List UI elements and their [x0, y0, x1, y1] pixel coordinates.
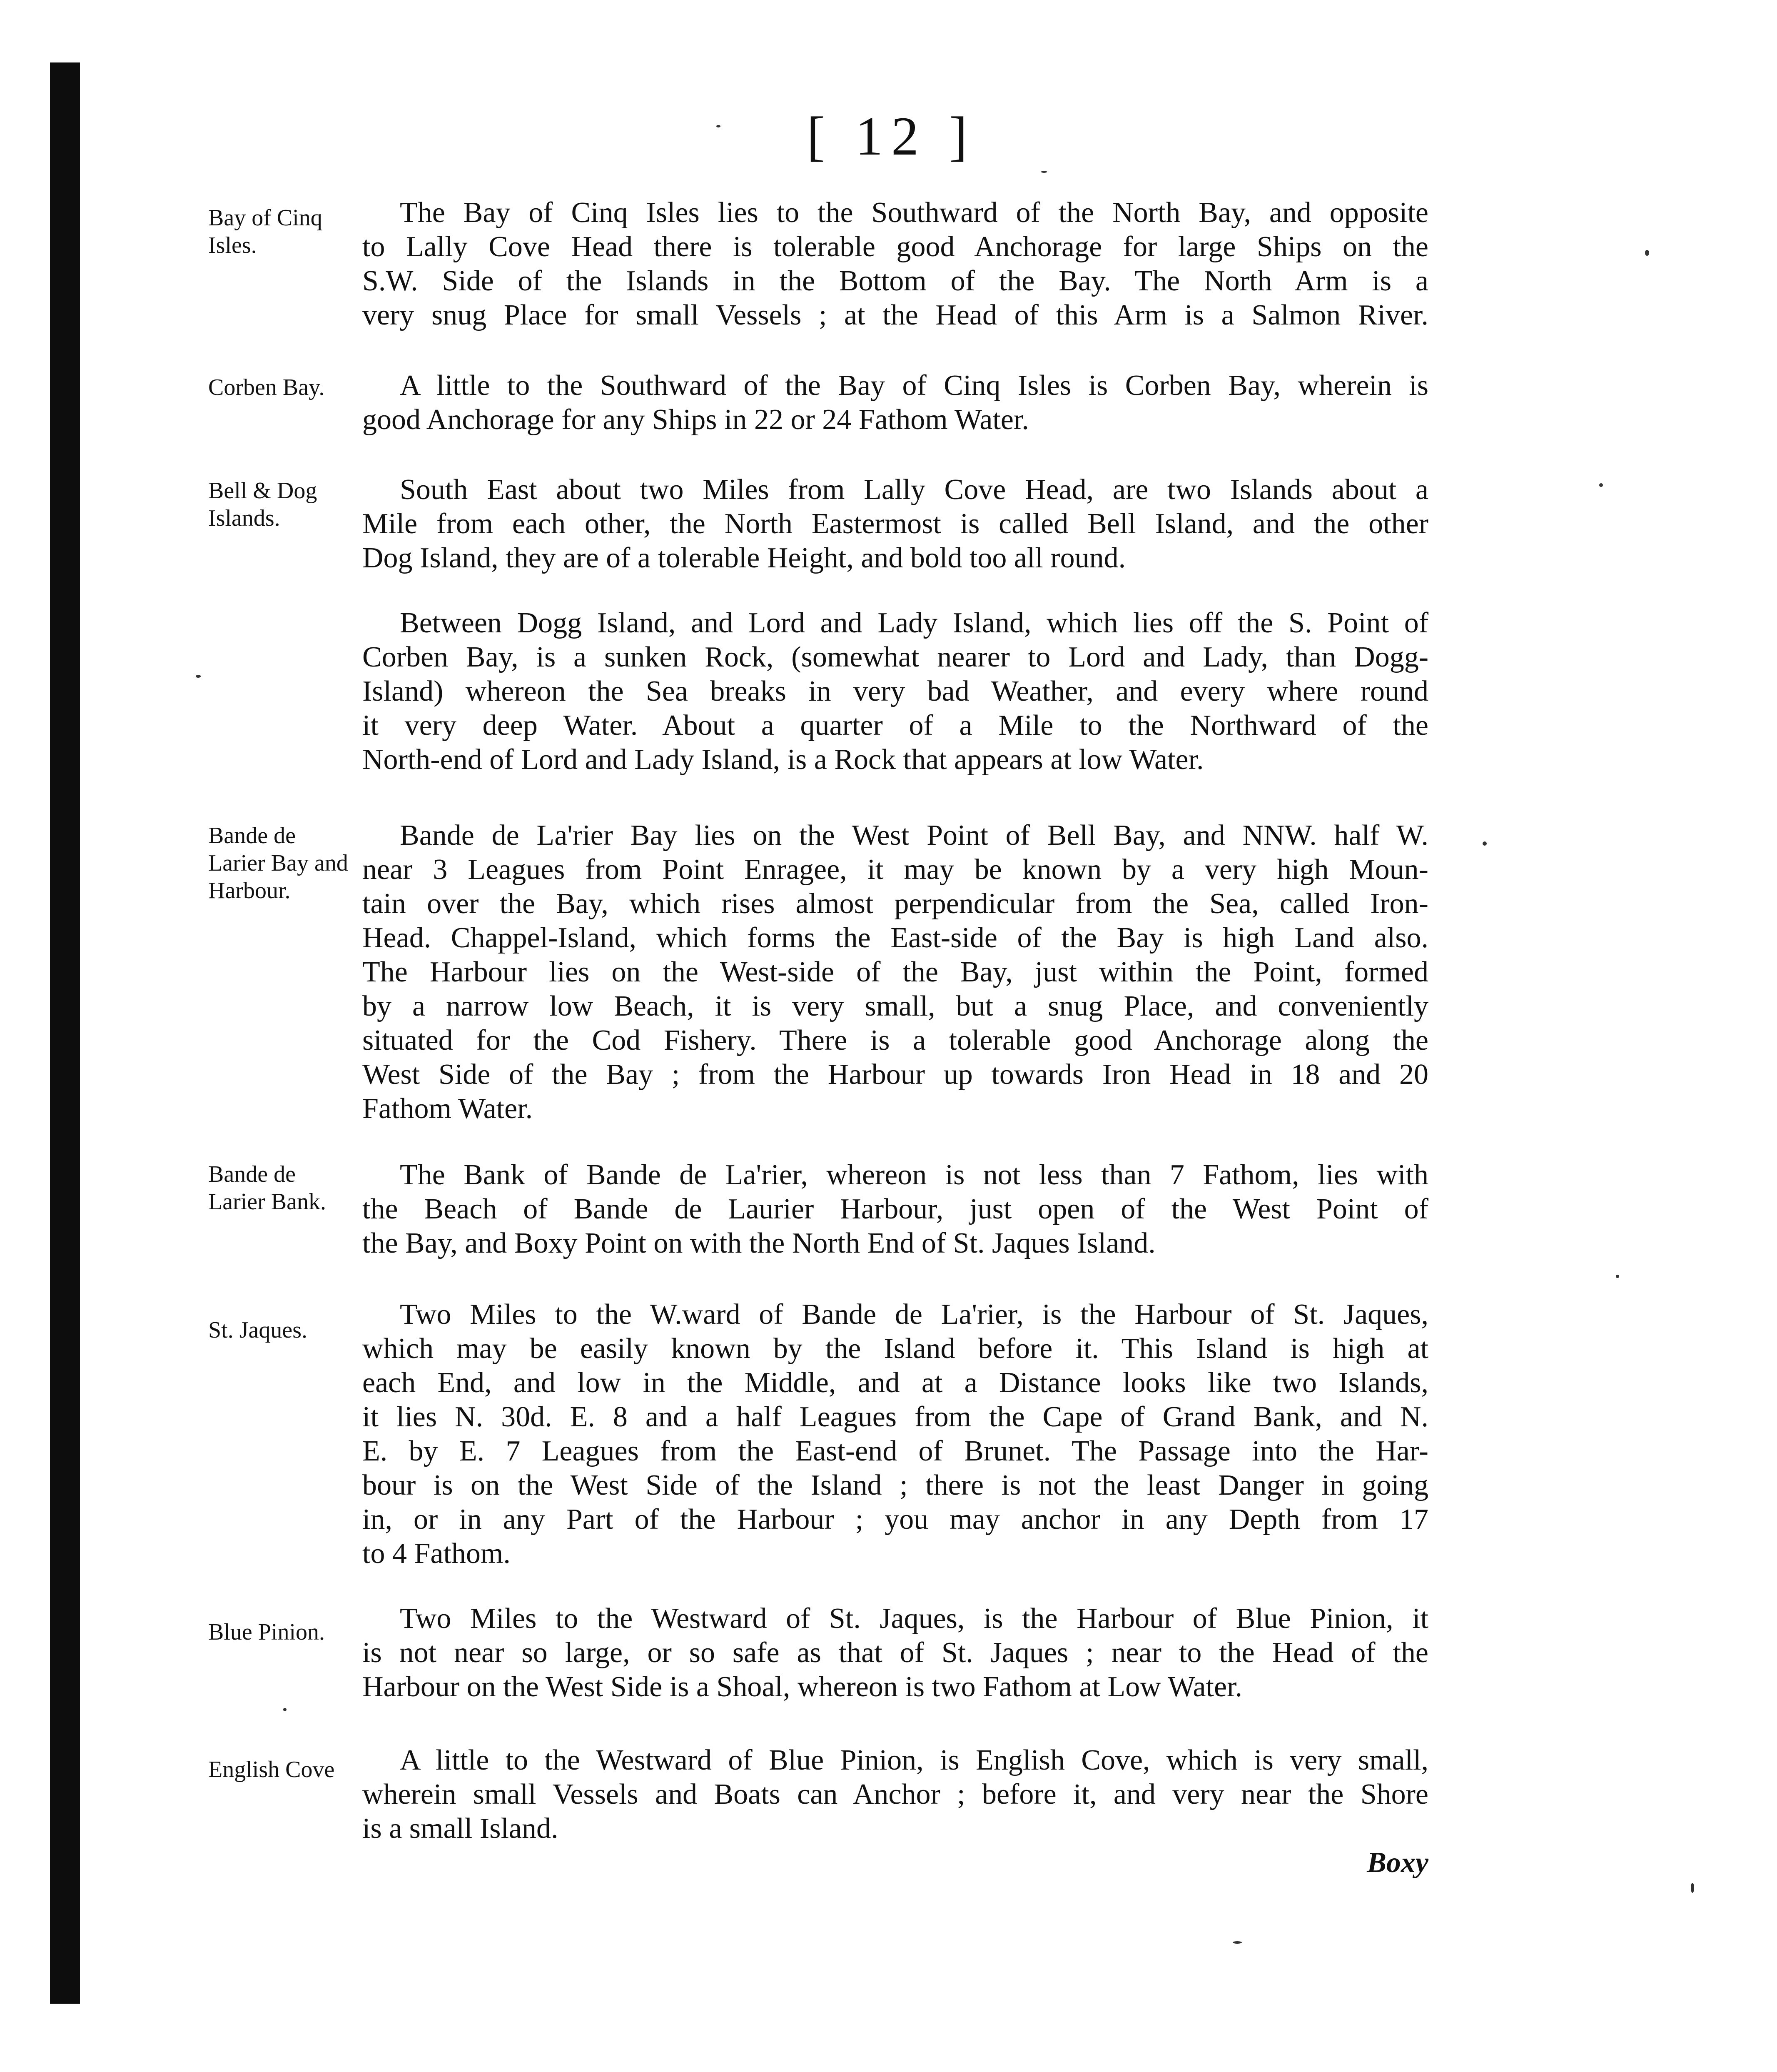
scan-speck: [1691, 1883, 1694, 1893]
margin-note: Bande de Larier Bay and Harbour.: [208, 823, 348, 904]
text-line: Corben Bay, is a sunken Rock, (somewhat nearer to Lord and Lady, than Dogg-: [362, 641, 1428, 673]
paragraph: [362, 473, 1428, 575]
text-line: Fathom Water.: [362, 1093, 533, 1125]
text-line: Head. Chappel-Island, which forms the East-side of the Bay is high Land also.: [362, 922, 1428, 954]
text-line: The Bay of Cinq Isles lies to the Southward of the North Bay, and opposite: [400, 197, 1428, 229]
text-line: is a small Island.: [362, 1812, 558, 1845]
scan-speck: [283, 1708, 287, 1711]
margin-note: Bell & Dog Islands.: [208, 478, 317, 531]
scan-speck: [1599, 483, 1603, 487]
paragraph: [362, 369, 1428, 437]
scan-speck: [1483, 841, 1487, 846]
paragraph: [362, 1743, 1428, 1880]
paragraph: [362, 819, 1428, 1126]
margin-note: St. Jaques.: [208, 1317, 307, 1343]
margin-note: Bande de Larier Bank.: [208, 1161, 326, 1215]
text-line: North-end of Lord and Lady Island, is a Rock that appears at low Water.: [362, 744, 1204, 776]
catchword: Boxy: [1367, 1847, 1428, 1879]
text-line: to Lally Cove Head there is tolerable good Anchorage for large Ships on the: [362, 231, 1428, 263]
paragraph: [362, 1298, 1428, 1571]
text-line: situated for the Cod Fishery. There is a tolerable good Anchorage along the: [362, 1024, 1428, 1056]
binding-edge-shadow: [50, 62, 80, 2004]
scan-speck: [1233, 1941, 1242, 1944]
text-line: the Bay, and Boxy Point on with the North End of St. Jaques Island.: [362, 1227, 1156, 1259]
text-line: it very deep Water. About a quarter of a Mile to the Northward of the: [362, 709, 1428, 741]
scan-speck: [1645, 250, 1649, 256]
scan-speck: [196, 675, 201, 678]
text-line: South East about two Miles from Lally Cove Head, are two Islands about a: [400, 474, 1428, 506]
scan-speck: [1616, 1275, 1619, 1278]
text-line: by a narrow low Beach, it is very small, but a snug Place, and conveniently: [362, 990, 1428, 1022]
text-line: S.W. Side of the Islands in the Bottom of the Bay. The North Arm is a: [362, 265, 1428, 297]
margin-note: English Cove: [208, 1757, 335, 1782]
text-line: Two Miles to the Westward of St. Jaques, is the Harbour of Blue Pinion, it: [400, 1603, 1428, 1635]
text-line: to 4 Fathom.: [362, 1538, 511, 1570]
margin-note: Bay of Cinq Isles.: [208, 205, 322, 258]
text-line: The Bank of Bande de La'rier, whereon is not less than 7 Fathom, lies with: [400, 1159, 1428, 1191]
text-line: Between Dogg Island, and Lord and Lady Island, which lies off the S. Point of: [400, 607, 1428, 639]
text-line: near 3 Leagues from Point Enragee, it may be known by a very high Moun-: [362, 854, 1428, 886]
margin-note: Blue Pinion.: [208, 1619, 325, 1645]
text-line: it lies N. 30d. E. 8 and a half Leagues from the Cape of Grand Bank, and N.: [362, 1401, 1428, 1433]
scan-speck: [716, 125, 720, 127]
text-line: Bande de La'rier Bay lies on the West Point of Bell Bay, and NNW. half W.: [400, 819, 1428, 851]
text-line: which may be easily known by the Island before it. This Island is high at: [362, 1333, 1428, 1365]
text-line: Island) whereon the Sea breaks in very bad Weather, and every where round: [362, 675, 1428, 707]
text-line: Mile from each other, the North Eastermost is called Bell Island, and the other: [362, 508, 1428, 540]
text-line: Harbour on the West Side is a Shoal, whereon is two Fathom at Low Water.: [362, 1671, 1243, 1703]
scan-speck: [1041, 171, 1047, 173]
text-line: wherein small Vessels and Boats can Anchor ; before it, and very near the Shore: [362, 1778, 1428, 1810]
text-line: E. by E. 7 Leagues from the East-end of Brunet. The Passage into the Har-: [362, 1435, 1428, 1467]
paragraph: [362, 1602, 1428, 1704]
text-line: in, or in any Part of the Harbour ; you may anchor in any Depth from 17: [362, 1503, 1428, 1535]
text-line: good Anchorage for any Ships in 22 or 24 Fathom Water.: [362, 404, 1029, 436]
text-line: A little to the Westward of Blue Pinion, is English Cove, which is very small,: [400, 1744, 1428, 1776]
text-line: bour is on the West Side of the Island ; there is not the least Danger in going: [362, 1469, 1428, 1501]
page-number: [ 12 ]: [807, 105, 976, 167]
text-line: The Harbour lies on the West-side of the Bay, just within the Point, formed: [362, 956, 1428, 988]
paragraph: [362, 606, 1428, 777]
text-line: Dog Island, they are of a tolerable Height, and bold too all round.: [362, 542, 1126, 574]
text-line: A little to the Southward of the Bay of Cinq Isles is Corben Bay, wherein is: [400, 369, 1428, 402]
text-line: Two Miles to the W.ward of Bande de La'rier, is the Harbour of St. Jaques,: [400, 1298, 1428, 1331]
margin-note: Corben Bay.: [208, 374, 325, 400]
paragraph: [362, 196, 1428, 332]
text-line: is not near so large, or so safe as that of St. Jaques ; near to the Head of the: [362, 1637, 1428, 1669]
paragraph: [362, 1158, 1428, 1261]
text-line: West Side of the Bay ; from the Harbour up towards Iron Head in 18 and 20: [362, 1058, 1428, 1091]
text-line: the Beach of Bande de Laurier Harbour, just open of the West Point of: [362, 1193, 1428, 1225]
text-line: tain over the Bay, which rises almost perpendicular from the Sea, called Iron-: [362, 888, 1428, 920]
text-line: very snug Place for small Vessels ; at the Head of this Arm is a Salmon River.: [362, 299, 1428, 331]
text-line: each End, and low in the Middle, and at a Distance looks like two Islands,: [362, 1367, 1428, 1399]
